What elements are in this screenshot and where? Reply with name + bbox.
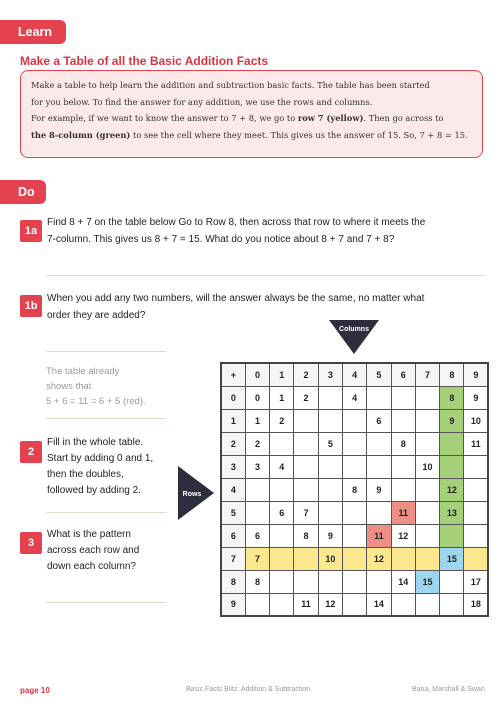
- table-cell[interactable]: [464, 524, 488, 547]
- addition-table: [220, 362, 489, 617]
- table-cell[interactable]: [270, 478, 294, 501]
- learn-tab: [0, 20, 66, 44]
- table-cell[interactable]: 11: [391, 501, 415, 524]
- table-cell[interactable]: [391, 547, 415, 570]
- table-cell[interactable]: 12: [391, 524, 415, 547]
- question-2-line-1: Fill in the whole table.: [47, 437, 144, 448]
- table-cell[interactable]: [367, 570, 391, 593]
- table-cell[interactable]: 9: [318, 524, 342, 547]
- question-1a-line-1: Find 8 + 7 on the table below Go to Row 8, then across that row to where it meets the: [47, 217, 426, 228]
- table-cell[interactable]: [391, 409, 415, 432]
- table-cell[interactable]: 10: [415, 455, 439, 478]
- table-header-cell: 8: [440, 363, 464, 386]
- table-cell[interactable]: 4: [270, 455, 294, 478]
- table-cell[interactable]: [270, 547, 294, 570]
- table-cell[interactable]: [342, 524, 366, 547]
- question-2-line-4: followed by adding 2.: [47, 485, 141, 496]
- answer-line-2[interactable]: [46, 512, 166, 513]
- question-3-badge: 3: [20, 532, 42, 554]
- table-cell[interactable]: 15: [440, 547, 464, 570]
- learn-line-4-text: to see the cell where they meet. This gives us the answer of 15. So, 7 + 8 = 15.: [130, 129, 468, 140]
- table-header-cell: 2: [294, 363, 318, 386]
- table-header-cell: 8: [221, 570, 245, 593]
- table-cell[interactable]: [464, 455, 488, 478]
- table-header-cell: 9: [221, 593, 245, 616]
- side-note-line-1: The table already: [46, 366, 120, 377]
- table-cell[interactable]: [245, 501, 269, 524]
- table-cell[interactable]: [245, 593, 269, 616]
- question-1a-text: [47, 214, 425, 248]
- table-cell[interactable]: 6: [245, 524, 269, 547]
- table-cell[interactable]: [440, 524, 464, 547]
- table-header-cell: 9: [464, 363, 488, 386]
- table-row: [221, 432, 488, 455]
- table-cell[interactable]: [318, 386, 342, 409]
- table-cell[interactable]: 2: [270, 409, 294, 432]
- rows-arrow-icon: [178, 466, 214, 520]
- table-cell[interactable]: [391, 593, 415, 616]
- table-cell[interactable]: 10: [318, 547, 342, 570]
- table-header-cell: 0: [245, 363, 269, 386]
- learn-explanation-box: [20, 70, 483, 158]
- table-header-cell: 3: [221, 455, 245, 478]
- table-cell[interactable]: 17: [464, 570, 488, 593]
- table-header-cell: 6: [221, 524, 245, 547]
- table-header-row: [221, 363, 488, 386]
- table-cell[interactable]: 7: [245, 547, 269, 570]
- table-cell[interactable]: [318, 478, 342, 501]
- table-header-cell: 1: [270, 363, 294, 386]
- question-2-badge: 2: [20, 441, 42, 463]
- table-cell[interactable]: [415, 593, 439, 616]
- table-row: [221, 455, 488, 478]
- question-3-line-3: down each column?: [47, 561, 136, 572]
- table-header-cell: 2: [221, 432, 245, 455]
- table-cell[interactable]: [440, 432, 464, 455]
- table-cell[interactable]: 8: [294, 524, 318, 547]
- table-cell[interactable]: 15: [415, 570, 439, 593]
- table-cell[interactable]: [342, 570, 366, 593]
- table-header-cell: 5: [221, 501, 245, 524]
- learn-line-4: [31, 127, 472, 144]
- table-cell[interactable]: 7: [294, 501, 318, 524]
- table-cell[interactable]: [342, 432, 366, 455]
- table-cell[interactable]: [270, 432, 294, 455]
- question-3-text: [47, 527, 139, 575]
- table-cell[interactable]: [415, 501, 439, 524]
- table-header-cell: 5: [367, 363, 391, 386]
- table-cell[interactable]: [318, 501, 342, 524]
- table-cell[interactable]: 8: [391, 432, 415, 455]
- table-cell[interactable]: 14: [391, 570, 415, 593]
- table-cell[interactable]: 5: [318, 432, 342, 455]
- question-1b-badge: 1b: [20, 295, 42, 317]
- table-row: [221, 593, 488, 616]
- table-cell[interactable]: 1: [245, 409, 269, 432]
- table-cell[interactable]: [294, 455, 318, 478]
- page-number: page 10: [20, 686, 50, 695]
- table-cell[interactable]: [415, 478, 439, 501]
- table-header-cell: 7: [221, 547, 245, 570]
- table-cell[interactable]: [342, 409, 366, 432]
- table-cell[interactable]: [318, 455, 342, 478]
- table-header-cell: 0: [221, 386, 245, 409]
- table-cell[interactable]: 11: [294, 593, 318, 616]
- table-cell[interactable]: 12: [318, 593, 342, 616]
- table-cell[interactable]: 0: [245, 386, 269, 409]
- table-cell[interactable]: [415, 409, 439, 432]
- table-header-cell: 4: [221, 478, 245, 501]
- columns-label: Columns: [339, 326, 369, 333]
- table-header-cell: +: [221, 363, 245, 386]
- question-1b-text: [47, 290, 424, 324]
- side-note-line-2: shows that: [46, 381, 92, 392]
- table-cell[interactable]: 2: [245, 432, 269, 455]
- table-cell[interactable]: 11: [367, 524, 391, 547]
- table-cell[interactable]: [367, 386, 391, 409]
- table-cell[interactable]: [391, 455, 415, 478]
- table-cell[interactable]: [342, 455, 366, 478]
- table-cell[interactable]: 6: [270, 501, 294, 524]
- table-row: [221, 570, 488, 593]
- table-cell[interactable]: 1: [270, 386, 294, 409]
- table-header-cell: 1: [221, 409, 245, 432]
- learn-line-3: [31, 110, 472, 127]
- table-row: [221, 478, 488, 501]
- table-row: [221, 501, 488, 524]
- table-row: [221, 409, 488, 432]
- table-cell[interactable]: 9: [464, 386, 488, 409]
- answer-line-1b[interactable]: [46, 351, 166, 352]
- table-cell[interactable]: 6: [367, 409, 391, 432]
- learn-line-1: Make a table to help learn the addition and subtraction basic facts. The table has been started: [31, 80, 430, 90]
- table-cell[interactable]: [245, 478, 269, 501]
- table-cell[interactable]: 13: [440, 501, 464, 524]
- table-cell[interactable]: 2: [294, 386, 318, 409]
- table-cell[interactable]: [415, 386, 439, 409]
- table-cell[interactable]: [464, 547, 488, 570]
- question-1a-line-2: 7-column. This gives us 8 + 7 = 15. What do you notice about 8 + 7 and 7 + 8?: [47, 234, 395, 245]
- table-cell[interactable]: 18: [464, 593, 488, 616]
- rows-label: Rows: [182, 491, 202, 498]
- table-cell[interactable]: [440, 593, 464, 616]
- table-cell[interactable]: [342, 547, 366, 570]
- table-cell[interactable]: [270, 524, 294, 547]
- learn-line-3-end: . Then go across to: [363, 113, 444, 123]
- question-3-line-2: across each row and: [47, 545, 140, 556]
- table-cell[interactable]: 12: [367, 547, 391, 570]
- table-cell[interactable]: 12: [440, 478, 464, 501]
- side-note: [46, 364, 176, 409]
- table-cell[interactable]: [318, 570, 342, 593]
- table-cell[interactable]: [391, 386, 415, 409]
- question-2-line-3: then the doubles,: [47, 469, 124, 480]
- table-cell[interactable]: [367, 455, 391, 478]
- do-tab-label: Do: [18, 185, 35, 199]
- table-cell[interactable]: [342, 501, 366, 524]
- table-cell[interactable]: [391, 478, 415, 501]
- learn-col8-bold: the 8-column (green): [31, 129, 131, 140]
- authors: Bana, Marshall & Swan: [412, 686, 485, 693]
- table-cell[interactable]: 3: [245, 455, 269, 478]
- table-cell[interactable]: 8: [342, 478, 366, 501]
- table-cell[interactable]: [270, 570, 294, 593]
- table-cell[interactable]: 10: [464, 409, 488, 432]
- learn-tab-label: Learn: [18, 25, 53, 39]
- table-cell[interactable]: [367, 501, 391, 524]
- learn-row7-bold: row 7 (yellow): [297, 113, 364, 123]
- table-cell[interactable]: [294, 432, 318, 455]
- table-cell[interactable]: [294, 478, 318, 501]
- learn-line-2: for you below. To find the answer for any addition, we use the rows and columns.: [31, 96, 373, 107]
- table-cell[interactable]: 14: [367, 593, 391, 616]
- learn-title: Make a Table of all the Basic Addition Facts: [20, 54, 269, 68]
- table-cell[interactable]: [294, 409, 318, 432]
- side-note-line-3: 5 + 6 = 11 = 6 + 5 (red).: [46, 396, 146, 407]
- table-cell[interactable]: [367, 432, 391, 455]
- table-cell[interactable]: [342, 593, 366, 616]
- question-1b-line-1: When you add any two numbers, will the answer always be the same, no matter what: [47, 293, 425, 304]
- table-cell[interactable]: 4: [342, 386, 366, 409]
- table-cell[interactable]: [440, 455, 464, 478]
- table-cell[interactable]: [464, 501, 488, 524]
- columns-arrow-icon: [329, 320, 379, 354]
- table-row: [221, 386, 488, 409]
- table-cell[interactable]: [318, 409, 342, 432]
- table-cell[interactable]: [464, 478, 488, 501]
- table-header-cell: 4: [342, 363, 366, 386]
- table-cell[interactable]: 9: [440, 409, 464, 432]
- table-row: [221, 547, 488, 570]
- table-cell[interactable]: 8: [245, 570, 269, 593]
- question-2-line-2: Start by adding 0 and 1,: [47, 453, 154, 464]
- do-tab: [0, 180, 46, 204]
- question-1b-line-2: order they are added?: [47, 310, 146, 321]
- table-header-cell: 3: [318, 363, 342, 386]
- answer-line-note[interactable]: [46, 418, 166, 419]
- question-3-line-1: What is the pattern: [47, 529, 131, 540]
- table-cell[interactable]: [294, 547, 318, 570]
- table-cell[interactable]: [270, 593, 294, 616]
- table-header-cell: 7: [415, 363, 439, 386]
- question-1a-badge: 1a: [20, 220, 42, 242]
- question-2-text: [47, 435, 153, 499]
- table-cell[interactable]: 11: [464, 432, 488, 455]
- answer-line-3[interactable]: [46, 602, 166, 603]
- table-header-cell: 6: [391, 363, 415, 386]
- learn-line-3-text: For example, if we want to know the answer to 7 + 8, we go to: [31, 113, 298, 123]
- book-title: Basic Facts Blitz: Addition & Subtraction: [186, 686, 311, 693]
- table-row: [221, 524, 488, 547]
- table-cell[interactable]: 9: [367, 478, 391, 501]
- table-cell[interactable]: [415, 524, 439, 547]
- answer-line-1a[interactable]: [46, 275, 484, 276]
- table-cell[interactable]: [415, 547, 439, 570]
- table-cell[interactable]: 8: [440, 386, 464, 409]
- table-cell[interactable]: [294, 570, 318, 593]
- table-cell[interactable]: [440, 570, 464, 593]
- table-cell[interactable]: [415, 432, 439, 455]
